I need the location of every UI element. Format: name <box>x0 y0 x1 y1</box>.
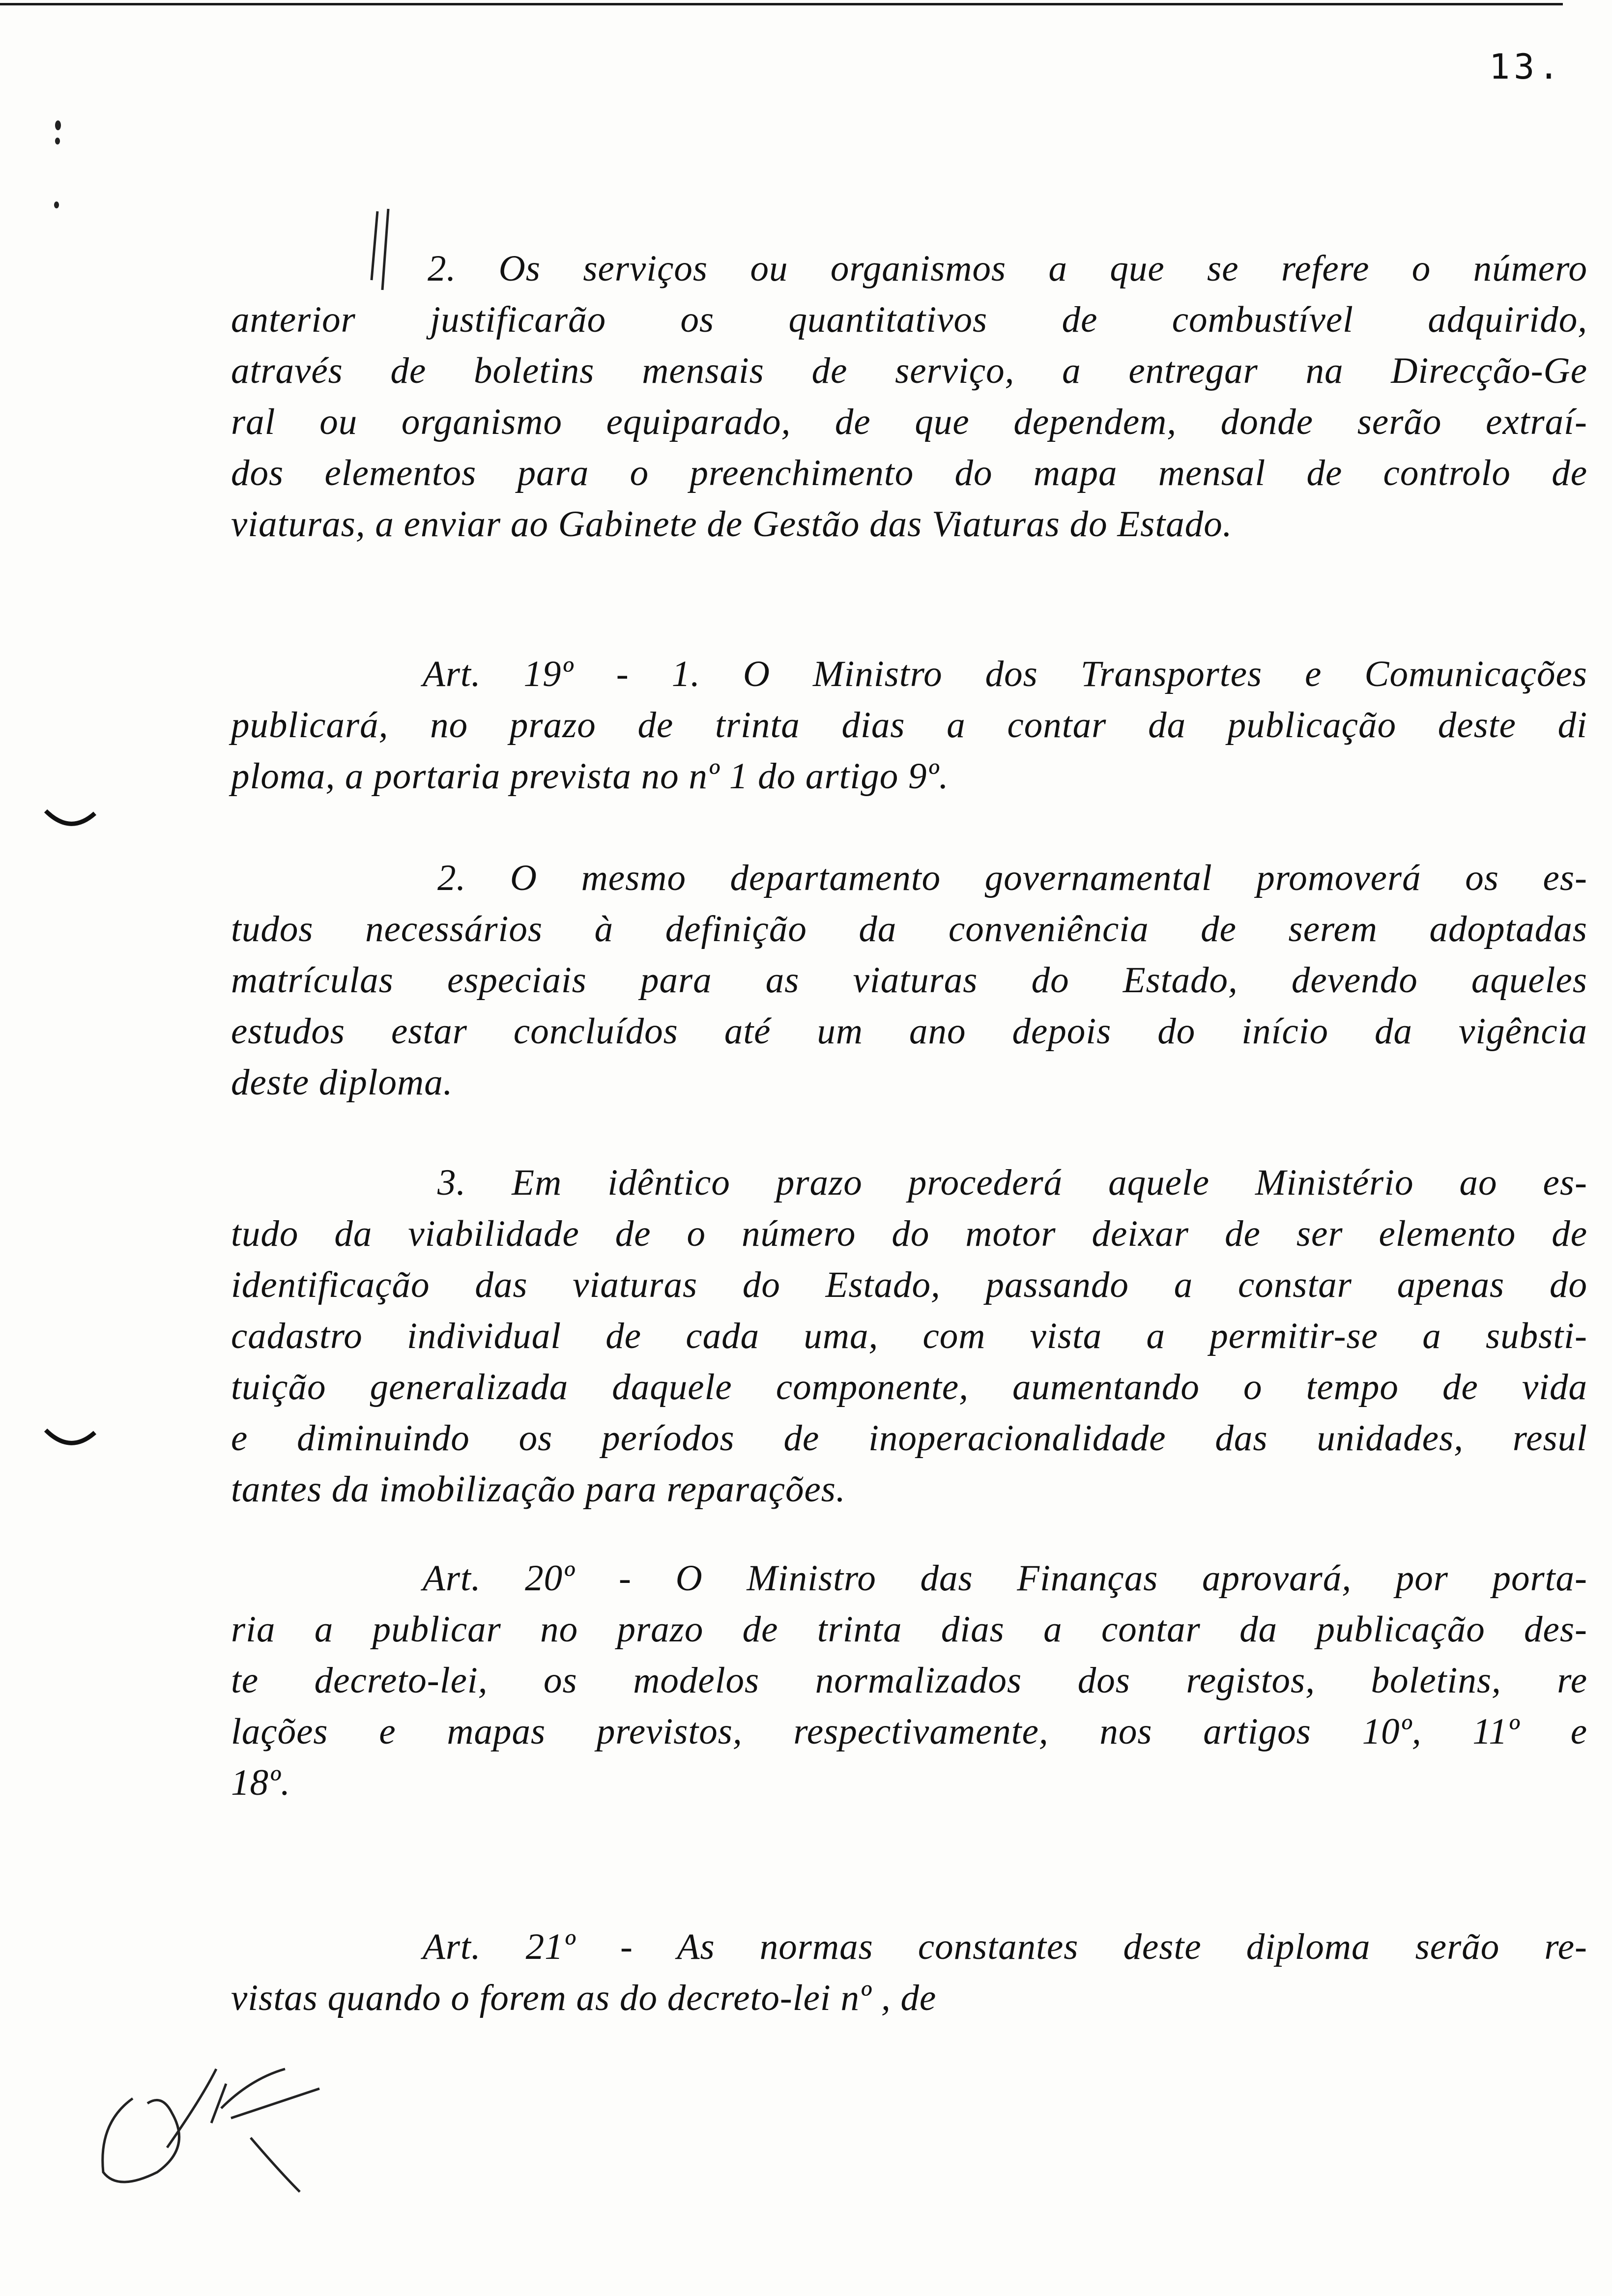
text-line: lações e mapas previstos, respectivamente, nos artigos 10º, 11º e <box>231 1711 1587 1752</box>
margin-bracket-mark <box>43 806 97 835</box>
page-number: 13. <box>1489 47 1563 87</box>
top-border-line <box>0 3 1563 5</box>
ink-speck <box>55 120 61 130</box>
text-line: ploma, a portaria prevista no nº 1 do artigo 9º. <box>231 756 949 797</box>
ink-speck <box>55 138 60 144</box>
text-line: tantes da imobilização para reparações. <box>231 1469 846 1510</box>
text-line: 2. Os serviços ou organismos a que se refere o número <box>428 248 1587 289</box>
article-19-paragraph-2 <box>231 853 1587 1108</box>
article-19-paragraph-3 <box>231 1157 1587 1515</box>
text-line: identificação das viaturas do Estado, passando a constar apenas do <box>231 1264 1587 1305</box>
paragraph-2 <box>231 243 1587 550</box>
text-line: 2. O mesmo departamento governamental promoverá os es- <box>437 858 1587 898</box>
text-line: tuição generalizada daquele componente, aumentando o tempo de vida <box>231 1367 1587 1407</box>
margin-bracket-mark <box>43 1425 97 1455</box>
text-line: ral ou organismo equiparado, de que dependem, donde serão extraí- <box>231 402 1587 442</box>
text-line: viaturas, a enviar ao Gabinete de Gestão das Viaturas do Estado. <box>231 504 1233 545</box>
text-line: matrículas especiais para as viaturas do Estado, devendo aqueles <box>231 960 1587 1001</box>
text-line: Art. 19º - 1. O Ministro dos Transportes e Comunicações <box>423 654 1587 694</box>
text-line: dos elementos para o preenchimento do mapa mensal de controlo de <box>231 453 1587 493</box>
text-line: cadastro individual de cada uma, com vista a permitir-se a substi- <box>231 1316 1587 1356</box>
text-line: 3. Em idêntico prazo procederá aquele Ministério ao es- <box>437 1162 1587 1203</box>
handwritten-signature <box>88 2025 344 2202</box>
text-line: tudo da viabilidade de o número do motor deixar de ser elemento de <box>231 1213 1587 1254</box>
text-line: publicará, no prazo de trinta dias a contar da publicação deste di <box>231 705 1587 746</box>
text-line: 18º. <box>231 1762 291 1803</box>
text-line: deste diploma. <box>231 1062 453 1103</box>
text-line: Art. 20º - O Ministro das Finanças aprovará, por porta- <box>423 1558 1587 1599</box>
text-line: estudos estar concluídos até um ano depois do início da vigência <box>231 1011 1587 1052</box>
text-line: vistas quando o forem as do decreto-lei nº , de <box>231 1978 937 2018</box>
text-line: te decreto-lei, os modelos normalizados dos registos, boletins, re <box>231 1660 1587 1701</box>
text-line: e diminuindo os períodos de inoperacionalidade das unidades, resul <box>231 1418 1587 1459</box>
text-line: anterior justificarão os quantitativos de combustível adquirido, <box>231 299 1587 340</box>
text-line: Art. 21º - As normas constantes deste diploma serão re- <box>423 1926 1587 1967</box>
article-20 <box>231 1553 1587 1808</box>
article-19 <box>231 649 1587 802</box>
text-line: tudos necessários à definição da conveniência de serem adoptadas <box>231 909 1587 949</box>
article-21 <box>231 1922 1587 2024</box>
text-line: através de boletins mensais de serviço, a entregar na Direcção-Ge <box>231 350 1587 391</box>
text-line: ria a publicar no prazo de trinta dias a contar da publicação des- <box>231 1609 1587 1650</box>
ink-speck <box>54 201 59 208</box>
